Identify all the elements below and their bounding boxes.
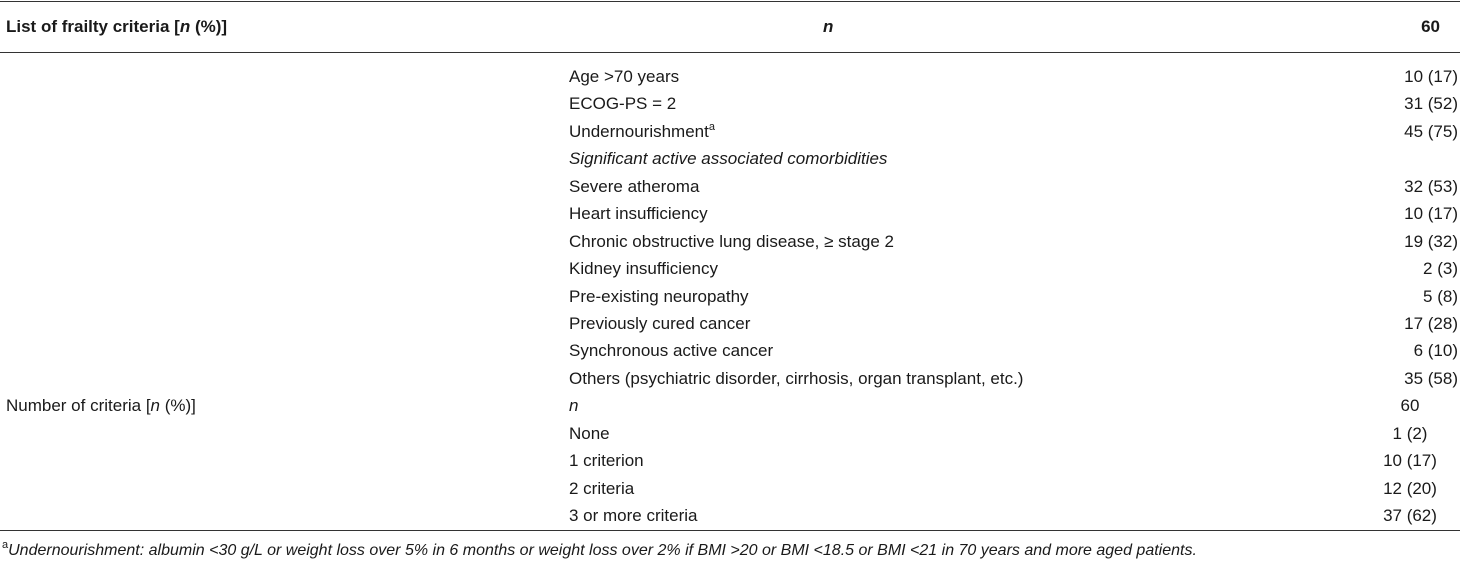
row-value: 6 (10)	[1413, 341, 1458, 360]
row-value: 45 (75)	[1404, 122, 1458, 141]
row-label: n	[569, 396, 579, 415]
section-title-post: (%)]	[160, 396, 196, 415]
table-row	[0, 447, 1460, 474]
row-value: 2 (3)	[1423, 259, 1458, 278]
section-title-pre: Number of criteria [	[6, 396, 151, 415]
header-column-total: 60	[1421, 17, 1440, 36]
row-value: 10 (17)	[1404, 67, 1458, 86]
row-value: 10 (17)	[1383, 451, 1437, 470]
header-column-n	[823, 16, 833, 38]
table-row	[0, 63, 1460, 90]
row-label: 2 criteria	[569, 479, 635, 498]
table-row	[0, 502, 1460, 529]
row-value: 31 (52)	[1404, 94, 1458, 113]
table-row	[0, 365, 1460, 392]
table-row	[0, 310, 1460, 337]
header-col1-post: (%)]	[190, 17, 228, 36]
row-label: None	[569, 424, 610, 443]
row-value: 17 (28)	[1404, 314, 1458, 333]
row-label: Chronic obstructive lung disease, ≥ stage 2	[569, 232, 894, 251]
row-value: 1 (2)	[1392, 424, 1428, 443]
table-row	[0, 337, 1460, 364]
row-label	[569, 118, 715, 145]
table-bottom-rule	[0, 530, 1460, 531]
row-value: 5 (8)	[1423, 287, 1458, 306]
row-value: 35 (58)	[1404, 369, 1458, 388]
table-row	[0, 90, 1460, 117]
row-label: Heart insufficiency	[569, 204, 708, 223]
row-value: 10 (17)	[1404, 204, 1458, 223]
footnote-text: Undernourishment: albumin <30 g/L or weight loss over 5% in 6 months or weight loss over 2% if BMI >20 or BMI <18.5 or BMI <21 in 70 years and more aged patients.	[8, 542, 1197, 559]
table-row	[0, 255, 1460, 282]
row-label-text: Undernourishment	[569, 122, 709, 141]
footnote-marker: a	[708, 121, 715, 133]
table-footnote	[2, 540, 1197, 562]
row-label: Others (psychiatric disorder, cirrhosis, organ transplant, etc.)	[569, 369, 1024, 388]
table-row	[0, 475, 1460, 502]
table-row	[0, 283, 1460, 310]
table-row	[0, 228, 1460, 255]
table-row	[0, 200, 1460, 227]
row-label: Severe atheroma	[569, 177, 700, 196]
row-value: 60	[1400, 396, 1420, 415]
header-col2-n: n	[823, 17, 834, 36]
row-label: Previously cured cancer	[569, 314, 751, 333]
row-subheading-label: Significant active associated comorbidities	[569, 149, 888, 168]
table-row-subheading	[0, 145, 1460, 172]
row-value: 19 (32)	[1404, 232, 1458, 251]
row-label: Pre-existing neuropathy	[569, 287, 749, 306]
row-value: 37 (62)	[1383, 506, 1437, 525]
table-row	[0, 420, 1460, 447]
row-label: Kidney insufficiency	[569, 259, 718, 278]
table-header-rule	[0, 52, 1460, 53]
table-row	[0, 392, 1460, 419]
row-label: Synchronous active cancer	[569, 341, 774, 360]
header-column-criteria	[6, 16, 227, 38]
section-title-number-of-criteria	[6, 392, 196, 419]
header-col1-pre: List of frailty criteria [	[6, 17, 180, 36]
section-title-n: n	[150, 396, 161, 415]
row-label: 3 or more criteria	[569, 506, 698, 525]
row-label: 1 criterion	[569, 451, 644, 470]
row-value: 12 (20)	[1383, 479, 1437, 498]
header-col1-n: n	[179, 17, 191, 36]
row-value: 32 (53)	[1404, 177, 1458, 196]
row-label: ECOG-PS = 2	[569, 94, 677, 113]
table-top-rule	[0, 1, 1460, 2]
footnote-marker: a	[2, 539, 9, 551]
table-row	[0, 118, 1460, 145]
row-label: Age >70 years	[569, 67, 680, 86]
table-row	[0, 173, 1460, 200]
